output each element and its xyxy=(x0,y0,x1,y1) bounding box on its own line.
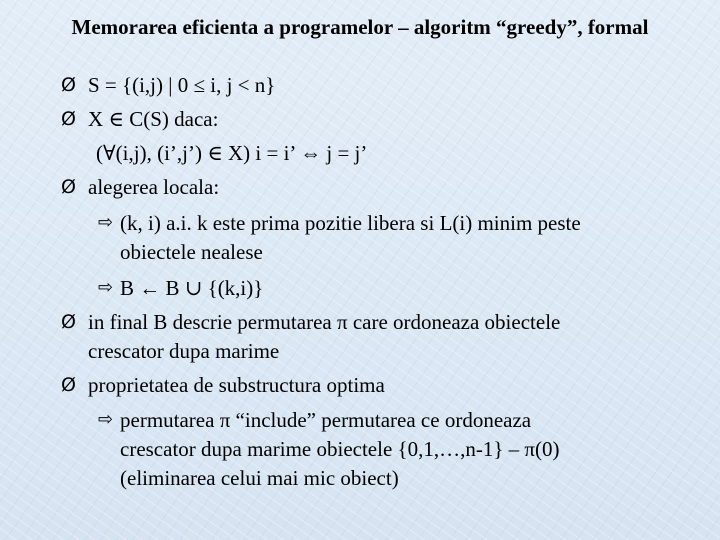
sub-bullet-text-update: B ← B ∪ {(k,i)} xyxy=(120,276,264,300)
condition-text: (∀(i,j), (i’,j’) ∈ X) i = i’ ⇔ j = j’ xyxy=(96,141,368,165)
bullet-text-final: in final B descrie permutarea π care ordoneaza obiectele xyxy=(88,310,561,334)
bullet-arrow-icon: Ø xyxy=(61,74,76,96)
sub-bullet-arrow-icon: ⇨ xyxy=(98,409,114,430)
bullet-arrow-icon: Ø xyxy=(61,108,76,130)
sub-bullet-text-permutation: permutarea π “include” permutarea ce ordoneaza xyxy=(120,408,532,432)
slide-title: Memorarea eficienta a programelor – algoritm “greedy”, formal xyxy=(71,15,649,39)
sub-bullet-text-permutation-cont: crescator dupa marime obiectele {0,1,…,n-1} – π(0) xyxy=(120,437,560,461)
bullet-text-set-s: S = {(i,j) | 0 ≤ i, j < n} xyxy=(88,73,276,97)
bullet-arrow-icon: Ø xyxy=(61,374,76,396)
sub-bullet-arrow-icon: ⇨ xyxy=(98,277,114,298)
bullet-text-final-cont: crescator dupa marime xyxy=(88,339,280,363)
bullet-text-substructure: proprietatea de substructura optima xyxy=(88,373,385,397)
sub-bullet-text-permutation-note: (eliminarea celui mai mic obiect) xyxy=(120,466,399,490)
sub-bullet-text-choice-cont: obiectele nealese xyxy=(120,240,263,264)
bullet-arrow-icon: Ø xyxy=(61,176,76,198)
bullet-arrow-icon: Ø xyxy=(61,311,76,333)
bullet-text-local-choice: alegerea locala: xyxy=(88,175,220,199)
sub-bullet-text-choice: (k, i) a.i. k este prima pozitie libera si L(i) minim peste xyxy=(120,211,581,235)
bullet-text-x-in-cs: X ∈ C(S) daca: xyxy=(88,107,219,131)
sub-bullet-arrow-icon: ⇨ xyxy=(98,212,114,233)
